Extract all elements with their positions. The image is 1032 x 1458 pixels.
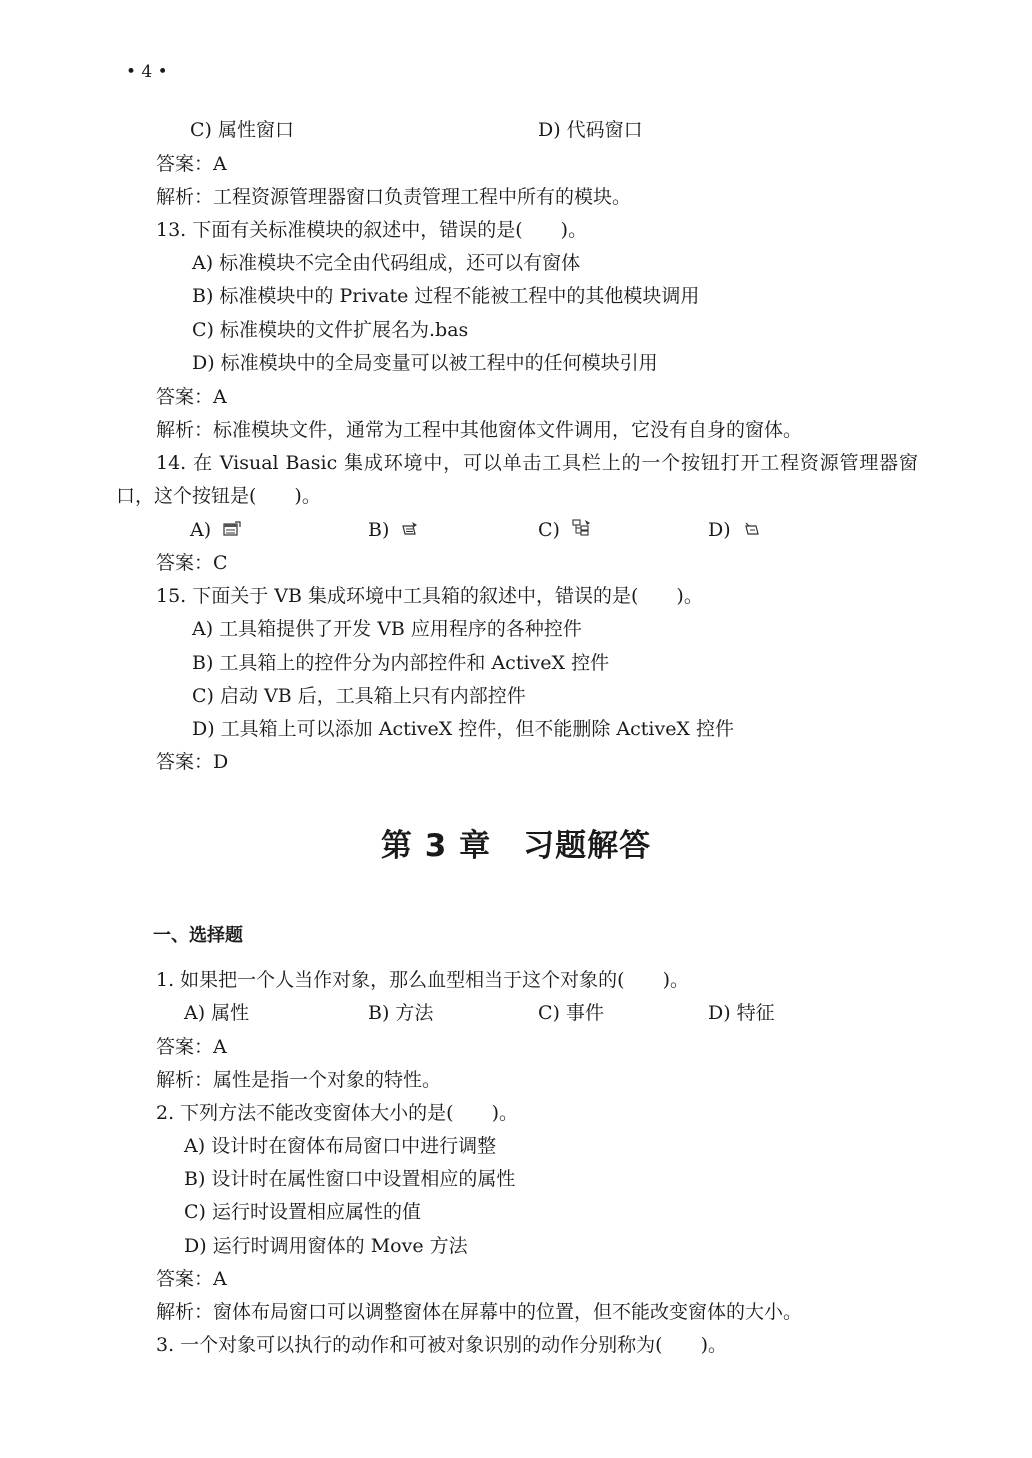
option-a: A) 属性 xyxy=(184,1002,250,1024)
analysis: 解析：窗体布局窗口可以调整窗体在屏幕中的位置，但不能改变窗体的大小。 xyxy=(156,1301,803,1323)
option-c: C) 标准模块的文件扩展名为.bas xyxy=(192,319,469,341)
question-stem: 15. 下面关于 VB 集成环境中工具箱的叙述中，错误的是( )。 xyxy=(156,585,703,607)
option-b: B) 工具箱上的控件分为内部控件和 ActiveX 控件 xyxy=(192,652,610,674)
option-c: C) 启动 VB 后，工具箱上只有内部控件 xyxy=(192,685,526,707)
option-c xyxy=(538,518,592,543)
option-c-label: C) xyxy=(538,519,560,541)
question-stem: 2. 下列方法不能改变窗体大小的是( )。 xyxy=(156,1102,518,1124)
option-d: D) 特征 xyxy=(708,1002,775,1024)
form-layout-icon xyxy=(401,519,419,543)
option-d-label: D) xyxy=(708,519,731,541)
option-a-label: A) xyxy=(190,519,212,541)
option-b: B) 标准模块中的 Private 过程不能被工程中的其他模块调用 xyxy=(192,285,700,307)
chapter-title: 第 3 章 习题解答 xyxy=(380,828,652,864)
option-c: C) 属性窗口 xyxy=(190,119,294,141)
option-d: D) 运行时调用窗体的 Move 方法 xyxy=(184,1235,468,1257)
section-title: 一、选择题 xyxy=(153,925,243,946)
question-stem-continued: 口，这个按钮是( )。 xyxy=(116,485,321,507)
option-b: B) 方法 xyxy=(368,1002,434,1024)
option-d: D) 标准模块中的全局变量可以被工程中的任何模块引用 xyxy=(192,352,658,374)
prev-options xyxy=(0,118,1032,142)
option-b: B) 设计时在属性窗口中设置相应的属性 xyxy=(184,1168,516,1190)
analysis: 解析：属性是指一个对象的特性。 xyxy=(156,1069,442,1091)
question-stem: 13. 下面有关标准模块的叙述中，错误的是( )。 xyxy=(156,219,588,241)
answer: 答案：A xyxy=(156,386,227,408)
inline-options xyxy=(0,1001,1032,1025)
option-a: A) 标准模块不完全由代码组成，还可以有窗体 xyxy=(192,252,581,274)
question-stem: 1. 如果把一个人当作对象，那么血型相当于这个对象的( )。 xyxy=(156,969,689,991)
option-b-label: B) xyxy=(368,519,390,541)
question-stem: 14. 在 Visual Basic 集成环境中，可以单击工具栏上的一个按钮打开工程资源管理器窗 xyxy=(156,452,918,474)
option-b xyxy=(368,518,419,543)
option-a: A) 工具箱提供了开发 VB 应用程序的各种控件 xyxy=(192,618,582,640)
answer: 答案：D xyxy=(156,751,229,773)
question-stem: 3. 一个对象可以执行的动作和可被对象识别的动作分别称为( )。 xyxy=(156,1334,727,1356)
answer: 答案：A xyxy=(156,1036,227,1058)
project-explorer-icon xyxy=(572,519,592,543)
answer: 答案：A xyxy=(156,153,227,175)
analysis: 解析：工程资源管理器窗口负责管理工程中所有的模块。 xyxy=(156,186,632,208)
option-d xyxy=(708,518,761,543)
option-c: C) 事件 xyxy=(538,1002,604,1024)
option-c: C) 运行时设置相应属性的值 xyxy=(184,1201,421,1223)
properties-window-icon xyxy=(223,519,241,543)
answer: 答案：C xyxy=(156,552,228,574)
toolbox-icon xyxy=(743,519,761,543)
option-a xyxy=(190,518,241,543)
analysis: 解析：标准模块文件，通常为工程中其他窗体文件调用，它没有自身的窗体。 xyxy=(156,419,803,441)
option-d: D) 代码窗口 xyxy=(538,119,643,141)
page-number: • 4 • xyxy=(126,62,168,82)
option-d: D) 工具箱上可以添加 ActiveX 控件，但不能删除 ActiveX 控件 xyxy=(192,718,735,740)
answer: 答案：A xyxy=(156,1268,227,1290)
option-a: A) 设计时在窗体布局窗口中进行调整 xyxy=(184,1135,497,1157)
icon-options xyxy=(0,518,1032,542)
